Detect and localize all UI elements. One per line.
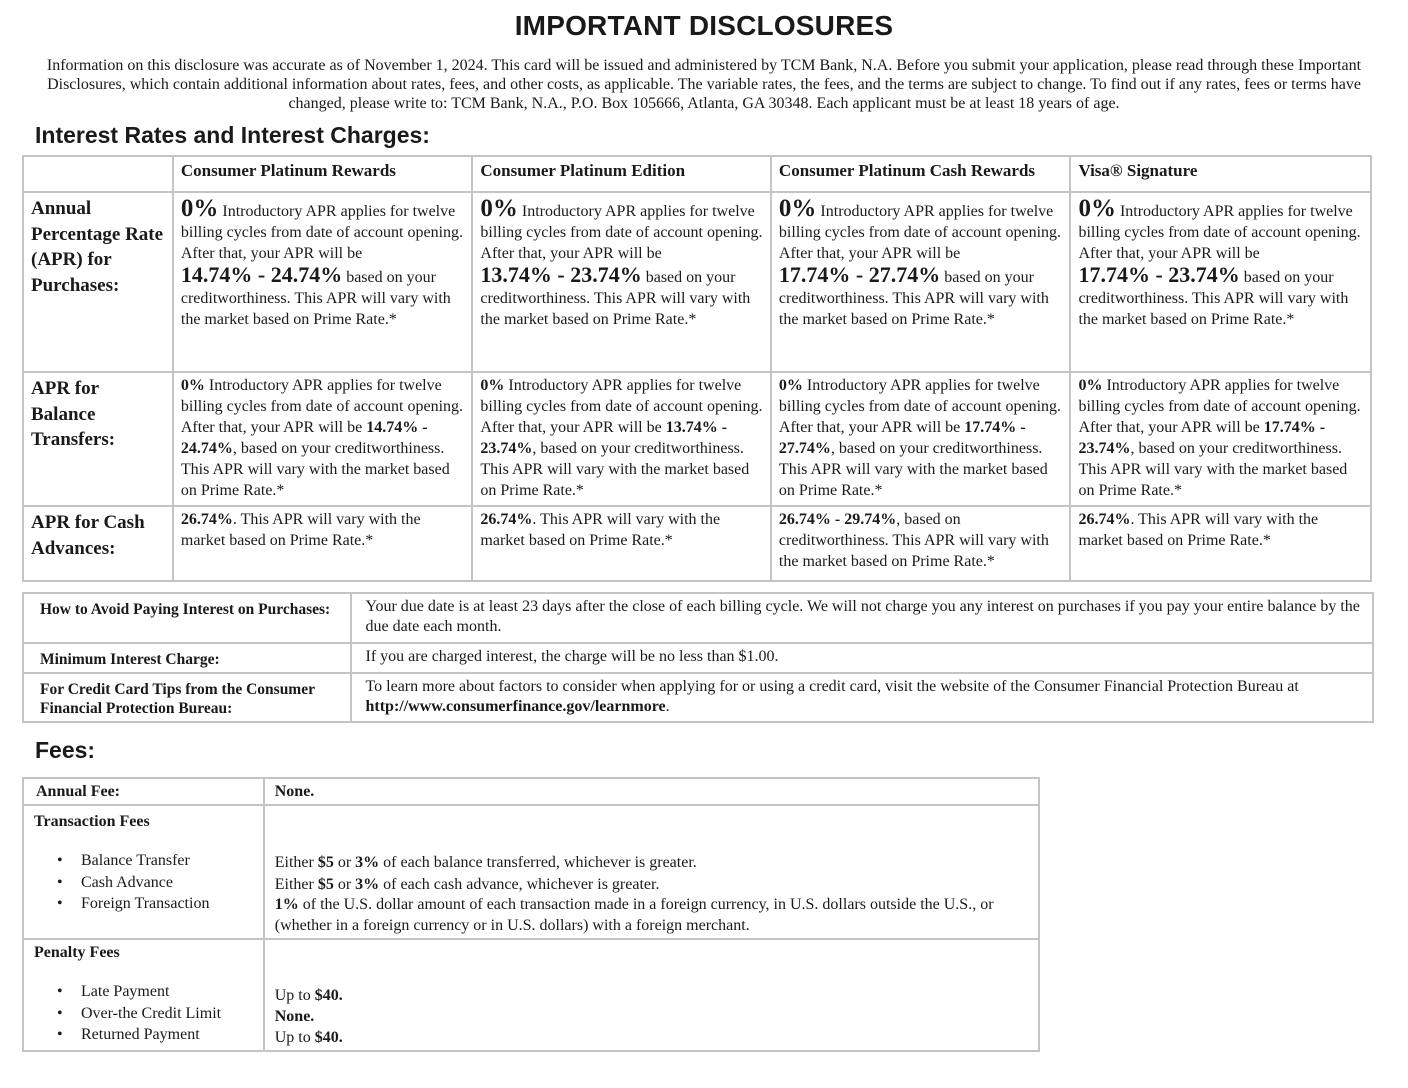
- apr-range: 17.74% - 27.74%: [778, 419, 1026, 457]
- intro-rate: 0%: [1078, 377, 1103, 394]
- annual-fee-value: None.: [264, 778, 1039, 805]
- annual-fee-row: [23, 778, 1039, 805]
- balance-transfers-cell: [173, 372, 473, 506]
- fees-table: [22, 777, 1040, 1052]
- intro-rate: 0%: [778, 195, 817, 222]
- penalty-fees-row: [23, 939, 1039, 1051]
- intro-rate: 0%: [480, 195, 518, 222]
- purchases-cell: [771, 192, 1071, 372]
- page-title: IMPORTANT DISCLOSURES: [514, 10, 894, 41]
- based-text: , based on your creditworthiness. This APR will vary with the market based on Prime Rate.*: [1078, 440, 1348, 499]
- intro-rate: 0%: [480, 377, 505, 394]
- annual-fee-label: Annual Fee:: [23, 778, 264, 805]
- based-text: , based on your creditworthiness. This APR will vary with the market based on Prime Rate.*: [480, 440, 750, 499]
- list-item: • Late Payment: [81, 981, 255, 1003]
- transaction-fees-label-cell: [23, 805, 264, 939]
- apr-range: 17.74% - 27.74%: [778, 262, 941, 287]
- cash-text: . This APR will vary with the market based on Prime Rate.*: [1078, 511, 1319, 549]
- after-text: After that, your APR will be: [1078, 245, 1260, 262]
- intro-rate: 0%: [180, 377, 205, 394]
- cash-advances-label: APR for Cash Advances:: [23, 506, 173, 581]
- balance-transfer-fee: Either $5 or 3% of each balance transferred, whichever is greater.: [274, 854, 697, 871]
- apr-range: 13.74% - 23.74%: [480, 419, 728, 457]
- list-item: • Over-the Credit Limit: [81, 1003, 255, 1025]
- balance-transfers-cell: [771, 372, 1071, 506]
- intro-rate: 0%: [180, 195, 219, 222]
- cfpb-link[interactable]: http://www.consumerfinance.gov/learnmore: [365, 698, 666, 715]
- cfpb-tips-text: [351, 673, 1374, 722]
- purchases-row: [23, 192, 1371, 372]
- minimum-interest-label: Minimum Interest Charge:: [23, 643, 351, 673]
- intro-rate: 0%: [1078, 195, 1116, 222]
- balance-transfers-cell: [472, 372, 771, 506]
- purchases-cell: [1070, 192, 1371, 372]
- cash-advances-row: [23, 506, 1371, 581]
- intro-text: Introductory APR applies for twelve billing cycles from date of account opening. After that, your APR will be: [778, 377, 1062, 436]
- cfpb-tips-row: [23, 673, 1373, 722]
- apr-range: 17.74% - 23.74%: [1078, 262, 1240, 287]
- intro-text: Introductory APR applies for twelve billing cycles from date of account opening. After that, your APR will be: [480, 377, 763, 436]
- list-item: • Balance Transfer: [81, 850, 255, 872]
- cash-advance-fee: Either $5 or 3% of each cash advance, whichever is greater.: [274, 875, 660, 893]
- intro-text: Introductory APR applies for twelve billing cycles from date of account opening.: [480, 203, 763, 241]
- avoid-interest-label: How to Avoid Paying Interest on Purchases:: [23, 593, 351, 643]
- list-item: • Returned Payment: [81, 1024, 255, 1046]
- list-item: • Cash Advance: [81, 872, 255, 894]
- cash-apr: 26.74%: [1078, 511, 1131, 528]
- transaction-fees-value-cell: [264, 805, 1039, 939]
- transaction-fees-row: [23, 805, 1039, 939]
- cash-advances-cell: [771, 506, 1071, 581]
- fees-heading: Fees:: [35, 737, 96, 763]
- rates-table: [22, 155, 1372, 582]
- tips-text: To learn more about factors to consider when applying for or using a credit card, visit the website of the Consumer Financial Protection Bureau at: [365, 678, 1299, 695]
- apr-range: 13.74% - 23.74%: [480, 262, 642, 287]
- intro-text: Introductory APR applies for twelve billing cycles from date of account opening.: [1078, 203, 1361, 241]
- after-text: After that, your APR will be: [480, 245, 662, 262]
- rates-heading: Interest Rates and Interest Charges:: [35, 122, 430, 148]
- cash-apr: 26.74% - 29.74%: [778, 511, 897, 528]
- minimum-interest-row: [23, 643, 1373, 673]
- intro-text: Introductory APR applies for twelve billing cycles from date of account opening.: [778, 203, 1062, 241]
- after-text: After that, your APR will be: [180, 245, 363, 262]
- over-limit-fee: None.: [274, 1008, 315, 1025]
- card-header: Consumer Platinum Rewards: [173, 156, 473, 192]
- apr-range: 17.74% - 23.74%: [1078, 419, 1326, 457]
- after-text: After that, your APR will be: [778, 245, 961, 262]
- purchases-label: Annual Percentage Rate (APR) for Purchases:: [23, 192, 173, 372]
- based-text: based on your creditworthiness. This APR will vary with the market based on Prime Rate.*: [1078, 269, 1349, 328]
- penalty-fees-label-cell: [23, 939, 264, 1051]
- interest-info-table: [22, 592, 1374, 723]
- avoid-interest-text: Your due date is at least 23 days after the close of each billing cycle. We will not charge you any interest on purchases if you pay your entire balance by the due date each month.: [351, 593, 1374, 643]
- tips-end: .: [665, 698, 670, 715]
- card-header: Visa® Signature: [1070, 156, 1371, 192]
- transaction-fees-label: Transaction Fees: [34, 813, 150, 830]
- intro-rate: 0%: [778, 377, 803, 394]
- balance-transfers-cell: [1070, 372, 1371, 506]
- returned-payment-fee: Up to $40.: [274, 1029, 343, 1046]
- intro-paragraph: Information on this disclosure was accurate as of November 1, 2024. This card will be issued and administered by TCM Bank, N.A. Before you submit your application, please read through these Important Disclosures, which contain additional information about rates, fees, and other costs, as applicable. The variable rates, the fees, and the terms are subject to change. To find out if any rates, fees or terms have changed, please write to: TCM Bank, N.A., P.O. Box 105666, Atlanta, GA 30348. Each applicant must be at least 18 years of age.: [46, 57, 1362, 112]
- list-item: • Foreign Transaction: [81, 893, 255, 915]
- foreign-transaction-fee: 1% of the U.S. dollar amount of each transaction made in a foreign currency, in U.S. dollars outside the U.S., or (whether in a foreign currency or in U.S. dollars) with a foreign merchant.: [274, 896, 994, 934]
- apr-range: 14.74% - 24.74%: [180, 419, 428, 457]
- cash-apr: 26.74%: [180, 511, 233, 528]
- card-header: Consumer Platinum Cash Rewards: [771, 156, 1071, 192]
- penalty-fees-value-cell: [264, 939, 1039, 1051]
- purchases-cell: [472, 192, 771, 372]
- late-payment-fee: Up to $40.: [274, 987, 343, 1004]
- cash-apr: 26.74%: [480, 511, 533, 528]
- intro-text: Introductory APR applies for twelve billing cycles from date of account opening.: [180, 203, 464, 241]
- based-text: , based on your creditworthiness. This APR will vary with the market based on Prime Rate.*: [180, 440, 450, 499]
- transaction-fees-list: [34, 850, 255, 915]
- cash-text: , based on creditworthiness. This APR will vary with the market based on Prime Rate.*: [778, 511, 1049, 570]
- based-text: based on your creditworthiness. This APR will vary with the market based on Prime Rate.*: [778, 269, 1049, 328]
- cash-text: . This APR will vary with the market based on Prime Rate.*: [480, 511, 721, 549]
- balance-transfers-label: APR for Balance Transfers:: [23, 372, 173, 506]
- intro-text: Introductory APR applies for twelve billing cycles from date of account opening. After that, your APR will be: [1078, 377, 1361, 436]
- purchases-cell: [173, 192, 473, 372]
- cash-advances-cell: [173, 506, 473, 581]
- avoid-interest-row: [23, 593, 1373, 643]
- based-text: based on your creditworthiness. This APR will vary with the market based on Prime Rate.*: [180, 269, 451, 328]
- apr-range: 14.74% - 24.74%: [180, 262, 343, 287]
- cash-advances-cell: [1070, 506, 1371, 581]
- rates-header-row: [23, 156, 1371, 192]
- card-header: Consumer Platinum Edition: [472, 156, 771, 192]
- balance-transfers-row: [23, 372, 1371, 506]
- header-empty-cell: [23, 156, 173, 192]
- based-text: based on your creditworthiness. This APR will vary with the market based on Prime Rate.*: [480, 269, 751, 328]
- cash-advances-cell: [472, 506, 771, 581]
- penalty-fees-label: Penalty Fees: [34, 944, 120, 961]
- minimum-interest-text: If you are charged interest, the charge will be no less than $1.00.: [351, 643, 1374, 673]
- penalty-fees-list: [34, 981, 255, 1046]
- cash-text: . This APR will vary with the market based on Prime Rate.*: [180, 511, 421, 549]
- cfpb-tips-label: For Credit Card Tips from the Consumer Financial Protection Bureau:: [23, 673, 351, 722]
- intro-text: Introductory APR applies for twelve billing cycles from date of account opening. After that, your APR will be: [180, 377, 464, 436]
- based-text: , based on your creditworthiness. This APR will vary with the market based on Prime Rate.*: [778, 440, 1048, 499]
